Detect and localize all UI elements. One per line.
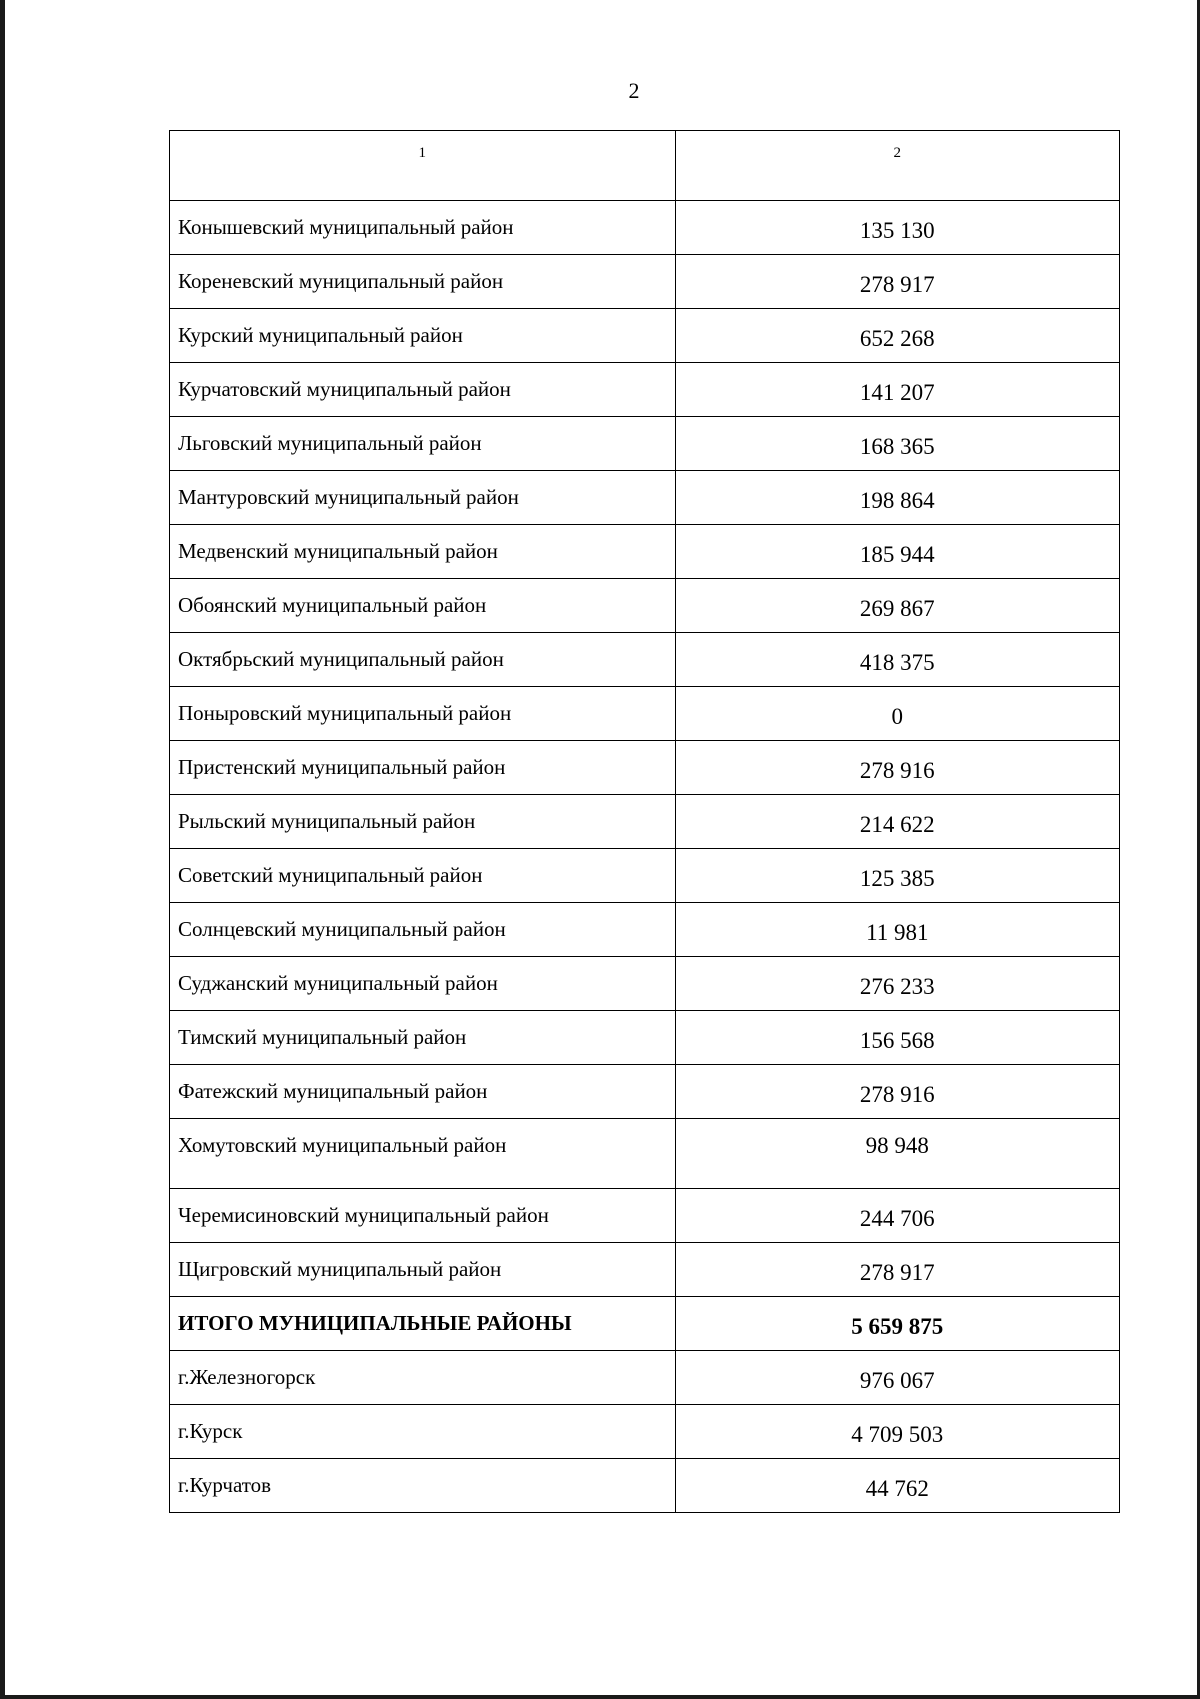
amount-value: 278 916 [675,1065,1119,1119]
amount-value: 278 917 [675,255,1119,309]
amount-value: 44 762 [675,1459,1119,1513]
table-row [170,849,1120,903]
table-row [170,309,1120,363]
total-row [170,1297,1120,1351]
amount-value: 244 706 [675,1189,1119,1243]
data-table [169,130,1120,1513]
city-name: г.Курчатов [170,1459,676,1513]
amount-value: 185 944 [675,525,1119,579]
amount-value: 418 375 [675,633,1119,687]
amount-value: 141 207 [675,363,1119,417]
table-row [170,579,1120,633]
district-name: Октябрьский муниципальный район [170,633,676,687]
table-header-row [170,131,1120,201]
district-name: Кореневский муниципальный район [170,255,676,309]
table-row [170,255,1120,309]
district-name: Черемисиновский муниципальный район [170,1189,676,1243]
table-row [170,795,1120,849]
district-name: Рыльский муниципальный район [170,795,676,849]
table-row [170,687,1120,741]
amount-value: 11 981 [675,903,1119,957]
district-name: Пристенский муниципальный район [170,741,676,795]
amount-value: 278 916 [675,741,1119,795]
table-row [170,525,1120,579]
district-name: Хомутовский муниципальный район [170,1119,676,1189]
district-name: Льговский муниципальный район [170,417,676,471]
district-name: Поныровский муниципальный район [170,687,676,741]
amount-value: 135 130 [675,201,1119,255]
table-row [170,957,1120,1011]
city-name: г.Курск [170,1405,676,1459]
amount-value: 168 365 [675,417,1119,471]
amount-value: 98 948 [675,1119,1119,1189]
district-name: Тимский муниципальный район [170,1011,676,1065]
amount-value: 156 568 [675,1011,1119,1065]
amount-value: 214 622 [675,795,1119,849]
district-name: Щигровский муниципальный район [170,1243,676,1297]
table-row [170,417,1120,471]
amount-value: 4 709 503 [675,1405,1119,1459]
table-row [170,1459,1120,1513]
amount-value: 278 917 [675,1243,1119,1297]
amount-value: 976 067 [675,1351,1119,1405]
amount-value: 269 867 [675,579,1119,633]
table-row [170,1011,1120,1065]
amount-value: 125 385 [675,849,1119,903]
amount-value: 0 [675,687,1119,741]
scan-edge-left [0,0,5,1699]
table-row [170,1405,1120,1459]
total-label: ИТОГО МУНИЦИПАЛЬНЫЕ РАЙОНЫ [170,1297,676,1351]
table-row [170,1065,1120,1119]
table-row [170,903,1120,957]
table-row [170,201,1120,255]
district-name: Конышевский муниципальный район [170,201,676,255]
total-value: 5 659 875 [675,1297,1119,1351]
amount-value: 198 864 [675,471,1119,525]
page-number: 2 [628,78,640,103]
district-name: Медвенский муниципальный район [170,525,676,579]
table-row [170,1243,1120,1297]
table-row [170,741,1120,795]
table-row [170,471,1120,525]
header-col-1: 1 [170,131,676,201]
district-name: Курский муниципальный район [170,309,676,363]
amount-value: 652 268 [675,309,1119,363]
header-col-2: 2 [675,131,1119,201]
district-name: Солнцевский муниципальный район [170,903,676,957]
amount-value: 276 233 [675,957,1119,1011]
city-name: г.Железногорск [170,1351,676,1405]
table-row [170,1351,1120,1405]
district-name: Советский муниципальный район [170,849,676,903]
scan-edge-bottom [0,1695,1200,1699]
table-row [170,633,1120,687]
district-name: Курчатовский муниципальный район [170,363,676,417]
district-name: Обоянский муниципальный район [170,579,676,633]
table-row [170,363,1120,417]
table-row [170,1119,1120,1189]
table-row [170,1189,1120,1243]
district-name: Мантуровский муниципальный район [170,471,676,525]
district-name: Фатежский муниципальный район [170,1065,676,1119]
district-name: Суджанский муниципальный район [170,957,676,1011]
